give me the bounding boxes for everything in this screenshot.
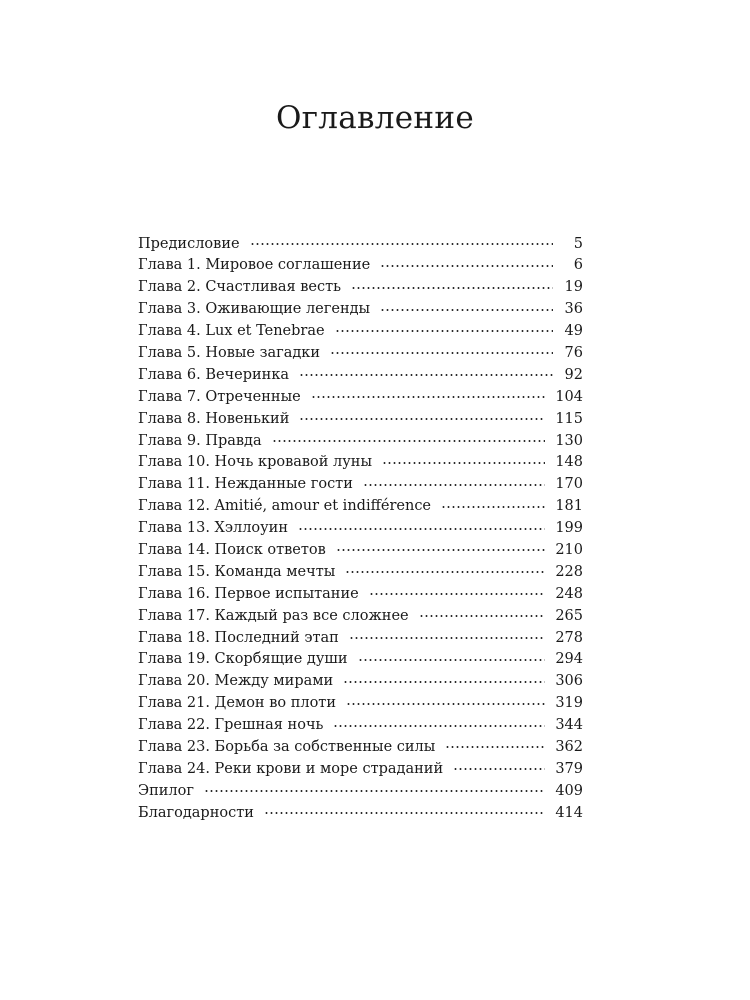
toc-entry[interactable] (138, 496, 583, 518)
toc-entry-label: Глава 7. Отреченные (138, 388, 301, 405)
toc-entry-page-number: 19 (564, 279, 583, 296)
dot-leader (445, 736, 545, 751)
toc-entry[interactable] (138, 758, 583, 780)
toc-entry-label: Глава 13. Хэллоуин (138, 520, 288, 537)
toc-entry-label: Глава 3. Оживающие легенды (138, 301, 371, 318)
toc-entry[interactable] (138, 583, 583, 605)
dot-leader (272, 430, 546, 445)
toc-entry[interactable] (138, 342, 583, 364)
toc-entry-label: Глава 5. Новые загадки (138, 344, 321, 361)
toc-entry-page-number: 409 (555, 782, 583, 799)
toc-entry[interactable] (138, 408, 583, 430)
dot-leader (204, 780, 545, 795)
toc-entry-page-number: 228 (555, 563, 583, 580)
toc-entry-page-number: 36 (564, 301, 583, 318)
toc-entry[interactable] (138, 802, 583, 824)
dot-leader (346, 693, 545, 708)
toc-entry[interactable] (138, 430, 583, 452)
toc-entry[interactable] (138, 649, 583, 671)
toc-entry-label: Глава 9. Правда (138, 432, 262, 449)
toc-entry[interactable] (138, 255, 583, 277)
toc-entry-label: Глава 12. Amitié, amour et indifférence (138, 498, 432, 515)
dot-leader (299, 408, 545, 423)
toc-entry-label: Глава 21. Демон во плоти (138, 695, 336, 712)
dot-leader (264, 802, 545, 817)
toc-entry[interactable] (138, 233, 583, 255)
toc-entry-page-number: 5 (573, 235, 583, 252)
toc-entry-label: Глава 11. Нежданные гости (138, 476, 353, 493)
toc-entry-page-number: 92 (564, 366, 583, 383)
toc-entry[interactable] (138, 715, 583, 737)
dot-leader (380, 255, 553, 270)
dot-leader (299, 364, 553, 379)
toc-entry-page-number: 278 (555, 629, 583, 646)
toc-entry-page-number: 170 (555, 476, 583, 493)
toc-entry-page-number: 181 (555, 498, 583, 515)
toc-entry-page-number: 199 (555, 520, 583, 537)
dot-leader (349, 627, 546, 642)
toc-entry-label: Глава 15. Команда мечты (138, 563, 336, 580)
toc-entry[interactable] (138, 277, 583, 299)
toc-entry-page-number: 248 (555, 585, 583, 602)
dot-leader (298, 518, 545, 533)
toc-entry-page-number: 265 (555, 607, 583, 624)
dot-leader (330, 342, 553, 357)
dot-leader (441, 496, 545, 511)
toc-entry[interactable] (138, 736, 583, 758)
toc-entry[interactable] (138, 364, 583, 386)
dot-leader (335, 321, 553, 336)
toc-entry-label: Благодарности (138, 804, 254, 821)
dot-leader (358, 649, 546, 664)
dot-leader (369, 583, 546, 598)
toc-entry-page-number: 130 (555, 432, 583, 449)
toc-entry-page-number: 49 (564, 323, 583, 340)
toc-entry-label: Предисловие (138, 235, 240, 252)
dot-leader (333, 715, 545, 730)
dot-leader (351, 277, 553, 292)
toc-entry-page-number: 379 (555, 760, 583, 777)
toc-entry[interactable] (138, 321, 583, 343)
toc-entry-label: Глава 24. Реки крови и море страданий (138, 760, 444, 777)
toc-entry[interactable] (138, 386, 583, 408)
table-of-contents (138, 233, 583, 824)
toc-entry-label: Глава 23. Борьба за собственные силы (138, 738, 436, 755)
page-title: Оглавление (276, 100, 474, 136)
toc-entry-label: Глава 22. Грешная ночь (138, 717, 324, 734)
toc-entry-label: Глава 6. Вечеринка (138, 366, 290, 383)
toc-entry-page-number: 6 (573, 257, 583, 274)
toc-entry-label: Глава 8. Новенький (138, 410, 290, 427)
toc-entry-page-number: 76 (564, 344, 583, 361)
dot-leader (363, 474, 545, 489)
toc-entry[interactable] (138, 561, 583, 583)
dot-leader (343, 671, 545, 686)
toc-entry[interactable] (138, 539, 583, 561)
toc-entry[interactable] (138, 518, 583, 540)
toc-entry-label: Глава 18. Последний этап (138, 629, 339, 646)
dot-leader (453, 758, 545, 773)
toc-entry[interactable] (138, 693, 583, 715)
toc-entry-page-number: 294 (555, 651, 583, 668)
toc-entry-label: Глава 14. Поиск ответов (138, 541, 326, 558)
dot-leader (382, 452, 545, 467)
toc-entry-page-number: 104 (555, 388, 583, 405)
toc-entry-page-number: 414 (555, 804, 583, 821)
dot-leader (380, 299, 553, 314)
toc-entry[interactable] (138, 627, 583, 649)
dot-leader (345, 561, 545, 576)
toc-entry-page-number: 362 (555, 738, 583, 755)
toc-entry-label: Глава 10. Ночь кровавой луны (138, 454, 373, 471)
toc-entry-label: Глава 17. Каждый раз все сложнее (138, 607, 409, 624)
dot-leader (419, 605, 546, 620)
toc-entry-page-number: 210 (555, 541, 583, 558)
toc-entry-label: Глава 19. Скорбящие души (138, 651, 348, 668)
toc-entry[interactable] (138, 605, 583, 627)
toc-entry-page-number: 306 (555, 673, 583, 690)
toc-entry-label: Глава 4. Lux et Tenebrae (138, 323, 325, 340)
toc-entry[interactable] (138, 780, 583, 802)
toc-entry-page-number: 148 (555, 454, 583, 471)
toc-entry[interactable] (138, 452, 583, 474)
dot-leader (336, 539, 546, 554)
dot-leader (311, 386, 546, 401)
toc-entry-label: Глава 20. Между мирами (138, 673, 334, 690)
toc-entry-label: Глава 16. Первое испытание (138, 585, 359, 602)
toc-entry[interactable] (138, 474, 583, 496)
toc-entry-page-number: 115 (555, 410, 583, 427)
toc-entry[interactable] (138, 299, 583, 321)
toc-entry-page-number: 319 (555, 695, 583, 712)
toc-entry-label: Глава 2. Счастливая весть (138, 279, 342, 296)
toc-entry-page-number: 344 (555, 717, 583, 734)
toc-entry-label: Эпилог (138, 782, 194, 799)
dot-leader (250, 233, 553, 248)
toc-entry-label: Глава 1. Мировое соглашение (138, 257, 371, 274)
toc-entry[interactable] (138, 671, 583, 693)
